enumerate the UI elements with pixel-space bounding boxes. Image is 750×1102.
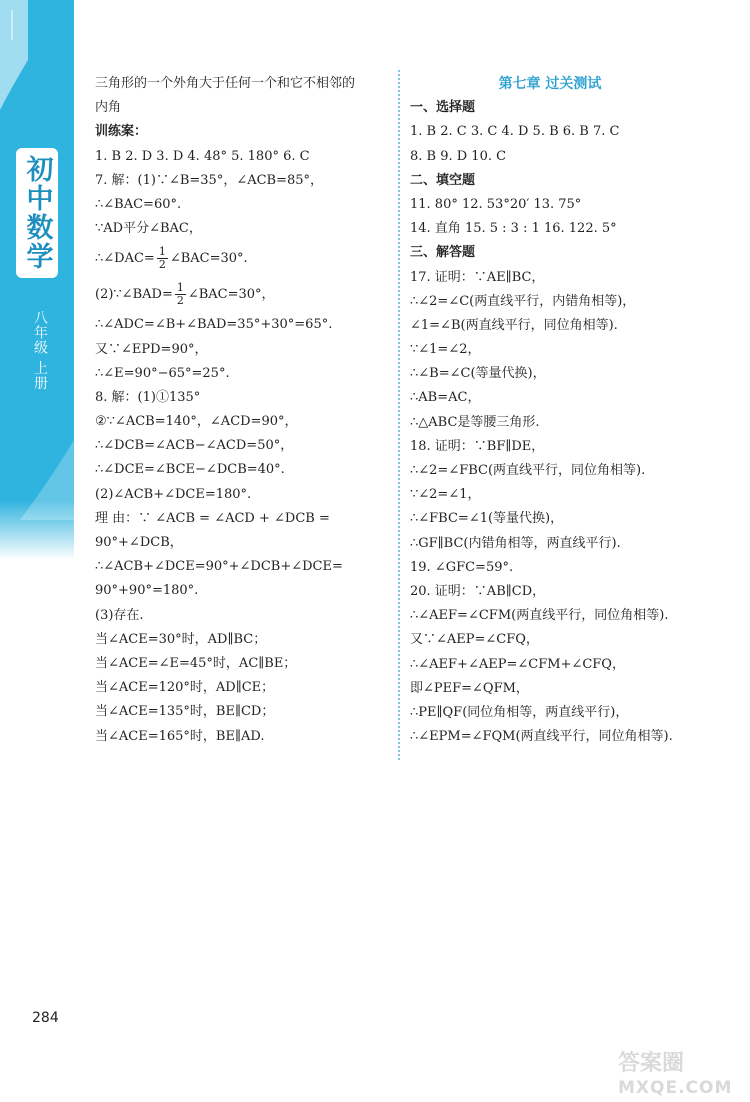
text-line: 7. 解：(1)∵∠B=35°，∠ACB=85°， (95, 172, 324, 188)
text-line: 当∠ACE=120°时，AD∥CE； (95, 680, 275, 696)
text-line: ∴∠DCE=∠BCE−∠DCB=40°. (95, 462, 285, 478)
text-line: ∴∠ADC=∠B+∠BAD=35°+30°=65°. (95, 317, 333, 333)
section-heading: 二、填空题 (410, 172, 476, 188)
text-line: ∠1=∠B(两直线平行，同位角相等). (410, 317, 618, 333)
text-line: ∴∠AEF+∠AEP=∠CFM+∠CFQ， (410, 656, 625, 672)
fraction-prefix: ∴∠DAC= (95, 251, 155, 267)
text-line: ∴∠2=∠FBC(两直线平行，同位角相等). (410, 463, 646, 478)
text-line: 当∠ACE=30°时，AD∥BC； (95, 631, 267, 647)
text-line: ∴GF∥BC(内错角相等，两直线平行). (410, 535, 621, 551)
side-strip (0, 0, 74, 1102)
text-line: ∴PE∥QF(同位角相等，两直线平行)， (410, 704, 629, 720)
watermark-url: MXQE.COM (618, 1078, 733, 1098)
text-line: ∴∠B=∠C(等量代换)， (410, 366, 546, 382)
text-line: ∴∠EPM=∠FQM(两直线平行，同位角相等). (410, 729, 673, 745)
text-line: ∴∠BAC=60°. (95, 196, 182, 212)
fraction-denominator: 2 (176, 294, 184, 308)
watermark-text: 答案圈 (618, 1051, 685, 1076)
text-line: 又∵∠EPD=90°， (95, 341, 208, 357)
text-line: ∵AD平分∠BAC， (95, 221, 202, 237)
text-line: 当∠ACE=∠E=45°时，AC∥BE； (95, 655, 297, 671)
fraction-suffix: ∠BAC=30°. (169, 251, 248, 267)
fraction-prefix: (2)∵∠BAD= (95, 287, 173, 303)
text-line: 14. 直角 15. 5 : 3 : 1 16. 122. 5° (410, 221, 617, 237)
text-line: ∵∠1=∠2， (410, 342, 481, 358)
fraction-numerator: 1 (158, 245, 166, 259)
section-heading: 一、选择题 (410, 100, 476, 116)
text-line: ∴AB=AC， (410, 390, 481, 406)
text-line: 90°+90°=180°. (95, 583, 199, 599)
watermark-logo (618, 1052, 732, 1100)
text-line: (2)∠ACB+∠DCE=180°. (95, 486, 252, 502)
text-line: ∴∠E=90°−65°=25°. (95, 365, 230, 381)
text-line: 内角 (95, 100, 122, 116)
text-line: ∴∠ACB+∠DCE=90°+∠DCB+∠DCE= (95, 559, 343, 575)
text-line: 19. ∠GFC=59°. (410, 559, 514, 575)
text-line: 又∵∠AEP=∠CFQ， (410, 632, 539, 648)
text-line: 即∠PEF=∠QFM， (410, 680, 529, 696)
strip-wave-decoration (0, 0, 74, 560)
text-line: 17. 证明：∵AE∥BC， (410, 269, 545, 285)
text-line: ∴∠AEF=∠CFM(两直线平行，同位角相等). (410, 608, 669, 624)
text-line: (3)存在. (95, 607, 144, 623)
fraction-line (95, 277, 385, 313)
text-line: 1. B 2. C 3. C 4. D 5. B 6. B 7. C (410, 124, 620, 140)
fraction-denominator: 2 (158, 258, 166, 272)
page-number: 284 (32, 1010, 59, 1026)
text-line: ∵∠2=∠1， (410, 487, 481, 503)
fraction (175, 282, 186, 307)
answer-column-left (95, 72, 385, 749)
text-line: 当∠ACE=165°时，BE∥AD. (95, 728, 265, 744)
text-line: 11. 80° 12. 53°20′ 13. 75° (410, 196, 582, 212)
fraction-line (95, 241, 385, 277)
text-line: ∴△ABC是等腰三角形. (410, 414, 540, 430)
subject-title: 初中数学 (16, 148, 58, 278)
text-line: ∴∠FBC=∠1(等量代换)， (410, 511, 564, 527)
text-line: ②∵∠ACB=140°，∠ACD=90°， (95, 414, 298, 430)
fraction-suffix: ∠BAC=30°， (187, 287, 275, 303)
text-line: 8. B 9. D 10. C (410, 148, 507, 164)
text-line: ∴∠DCB=∠ACB−∠ACD=50°， (95, 438, 294, 454)
text-line: 三角形的一个外角大于任何一个和它不相邻的 (95, 76, 356, 91)
text-line: 8. 解：(1)①135° (95, 389, 201, 405)
section-heading: 三、解答题 (410, 245, 476, 261)
text-line: 90°+∠DCB， (95, 535, 183, 550)
text-line: 1. B 2. D 3. D 4. 48° 5. 180° 6. C (95, 148, 310, 164)
chapter-title: 第七章 过关测试 (498, 76, 602, 92)
answer-column-right (410, 72, 690, 749)
text-line: 18. 证明：∵BF∥DE， (410, 438, 545, 454)
column-divider (398, 70, 400, 760)
text-line: 当∠ACE=135°时，BE∥CD； (95, 704, 275, 720)
text-line: ∴∠2=∠C(两直线平行，内错角相等)， (410, 293, 636, 309)
text-line: 理 由：∵ ∠ACB = ∠ACD + ∠DCB = (95, 510, 330, 526)
fraction (157, 246, 168, 271)
section-heading: 训练案： (95, 124, 148, 140)
text-line: 20. 证明：∵AB∥CD， (410, 583, 546, 599)
fraction-numerator: 1 (176, 281, 184, 295)
grade-label: 八年级 上册 (32, 310, 48, 391)
